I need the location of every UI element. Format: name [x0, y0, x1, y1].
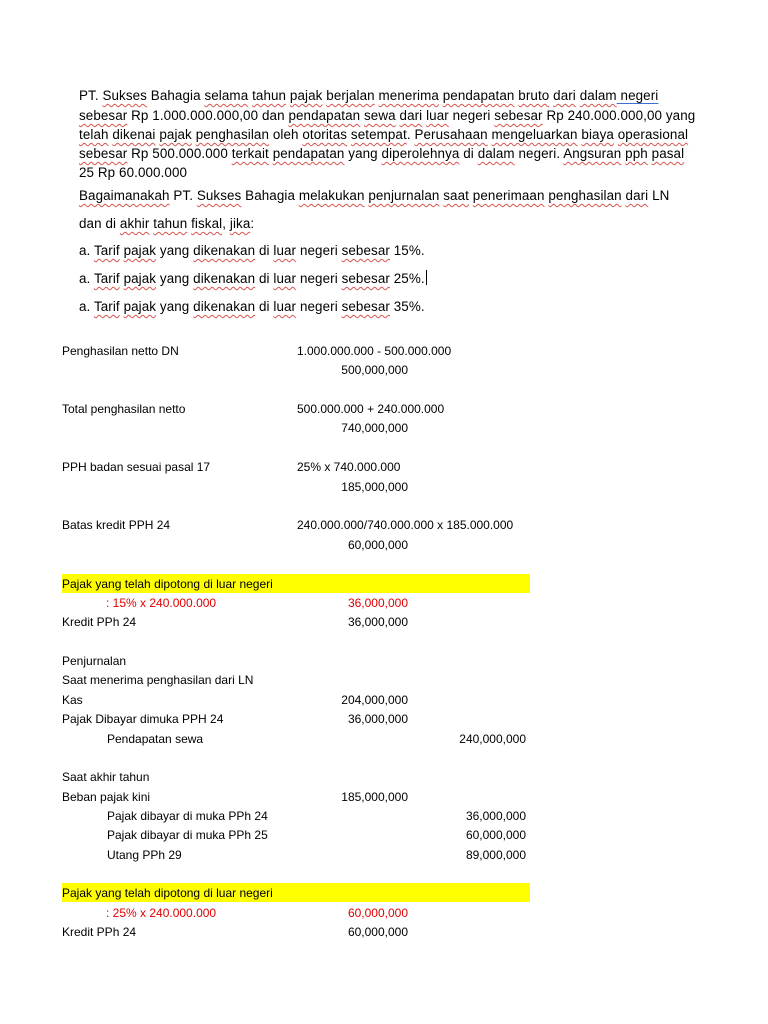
yearend-row-pph25-account: Pajak dibayar di muka PPh 25	[107, 828, 268, 842]
question-line-5: 25 Rp 60.000.000	[79, 165, 188, 180]
batas-kredit-formula: 240.000.000/740.000.000 x 185.000.000	[297, 518, 514, 532]
journal-row-kas-debit: 204,000,000	[341, 693, 408, 707]
journal-title: Penjurnalan	[62, 654, 127, 668]
question-line-2: sebesar Rp 1.000.000.000,00 dan pendapatan sewa dari luar negeri sebesar Rp 240.000.000,00 yang	[79, 108, 696, 123]
yearend-row-pph29-credit: 89,000,000	[465, 848, 526, 862]
yearend-row-pph24-credit: 36,000,000	[465, 809, 526, 823]
pph-badan-formula: 25% x 740.000.000	[297, 460, 401, 474]
yearend-row-pph24-account: Pajak dibayar di muka PPh 24	[107, 809, 268, 823]
question-prompt-line-1: Bagaimanakah PT. Sukses Bahagia melakukan penjurnalan saat penerimaan penghasilan dari LN	[79, 188, 670, 203]
yearend-row-pph25-credit: 60,000,000	[465, 828, 526, 842]
case-1-rate-value: 36,000,000	[347, 596, 408, 610]
yearend-title: Saat akhir tahun	[62, 770, 150, 784]
case-1-rate-formula: : 15% x 240.000.000	[106, 596, 217, 610]
question-prompt-line-2: dan di akhir tahun fiskal, jika:	[79, 216, 255, 231]
case-2-rate-formula: : 25% x 240.000.000	[106, 906, 217, 920]
journal-row-pph24-account: Pajak Dibayar dimuka PPH 24	[62, 712, 224, 726]
total-netto-formula: 500.000.000 + 240.000.000	[297, 402, 445, 416]
pph-badan-result: 185,000,000	[341, 480, 408, 494]
batas-kredit-label: Batas kredit PPH 24	[62, 518, 171, 532]
yearend-row-beban-account: Beban pajak kini	[62, 790, 151, 804]
journal-row-pendapatan-account: Pendapatan sewa	[107, 732, 204, 746]
question-line-3: telah dikenai pajak penghasilan oleh otoritas setempat. Perusahaan mengeluarkan biaya operasional	[79, 127, 689, 142]
yearend-row-beban-debit: 185,000,000	[341, 790, 408, 804]
question-line-1: PT. Sukses Bahagia selama tahun pajak berjalan menerima pendapatan bruto dari dalam negeri	[79, 88, 659, 103]
case-1-kredit-label: Kredit PPh 24	[62, 615, 137, 629]
journal-row-kas-account: Kas	[62, 693, 83, 707]
netto-dn-formula: 1.000.000.000 - 500.000.000	[297, 344, 452, 358]
netto-dn-result: 500,000,000	[341, 363, 408, 377]
journal-row-pph24-debit: 36,000,000	[347, 712, 408, 726]
option-item-2: a. Tarif pajak yang dikenakan di luar negeri sebesar 25%.	[79, 271, 425, 286]
case-1-kredit-value: 36,000,000	[347, 615, 408, 629]
case-2-header: Pajak yang telah dipotong di luar negeri	[62, 886, 273, 900]
receipt-title: Saat menerima penghasilan dari LN	[62, 673, 254, 687]
case-2-kredit-label: Kredit PPh 24	[62, 925, 137, 939]
case-1-header: Pajak yang telah dipotong di luar negeri	[62, 577, 273, 591]
total-netto-result: 740,000,000	[341, 421, 408, 435]
option-item-1: a. Tarif pajak yang dikenakan di luar negeri sebesar 15%.	[79, 243, 425, 258]
case-2-kredit-value: 60,000,000	[347, 925, 408, 939]
total-netto-label: Total penghasilan netto	[62, 402, 186, 416]
journal-row-pendapatan-credit: 240,000,000	[459, 732, 526, 746]
batas-kredit-result: 60,000,000	[347, 538, 408, 552]
question-line-4: sebesar Rp 500.000.000 terkait pendapatan yang diperolehnya di dalam negeri. Angsuran pph pasal	[79, 146, 685, 161]
text-cursor	[426, 270, 427, 285]
pph-badan-label: PPH badan sesuai pasal 17	[62, 460, 211, 474]
case-2-rate-value: 60,000,000	[347, 906, 408, 920]
yearend-row-pph29-account: Utang PPh 29	[107, 848, 182, 862]
netto-dn-label: Penghasilan netto DN	[62, 344, 179, 358]
option-item-3: a. Tarif pajak yang dikenakan di luar negeri sebesar 35%.	[79, 299, 425, 314]
